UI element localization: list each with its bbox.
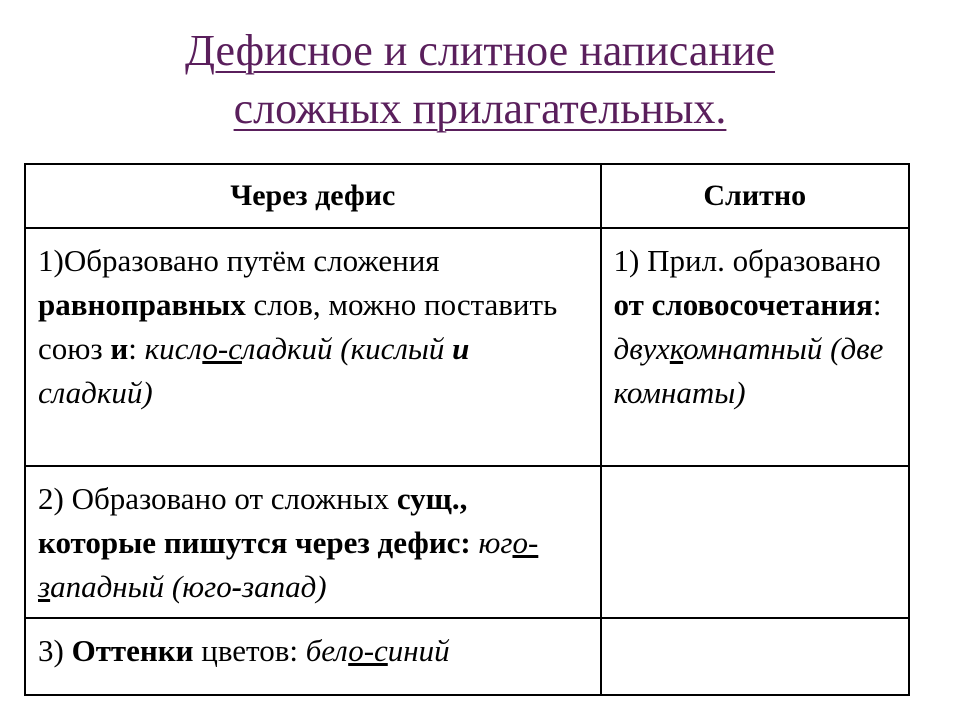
example-part: кисл bbox=[144, 331, 203, 366]
rule-1-hyphen-cell bbox=[25, 228, 601, 466]
header-solid: Слитно bbox=[601, 164, 909, 228]
text: 3) bbox=[38, 633, 72, 668]
example-part: ладкий bbox=[241, 331, 333, 366]
table-header-row bbox=[25, 164, 909, 228]
text: : bbox=[872, 287, 882, 322]
text: 1)Образовано путём сложения bbox=[38, 243, 440, 278]
text: 2) Образовано от сложных bbox=[38, 481, 397, 516]
rule-1-solid-cell bbox=[601, 228, 909, 466]
example-part: (кислый bbox=[340, 331, 453, 366]
text: 1) Прил. образовано bbox=[613, 243, 881, 278]
table-row bbox=[25, 228, 909, 466]
example-underlined-part: о-з bbox=[38, 525, 539, 604]
title-line-1: Дефисное и слитное написание bbox=[184, 26, 776, 75]
table-row bbox=[25, 618, 909, 695]
table-row bbox=[25, 466, 909, 618]
empty-cell-text bbox=[602, 467, 908, 485]
example-word bbox=[614, 331, 823, 366]
text bbox=[822, 331, 830, 366]
example-part: омнатный bbox=[683, 331, 823, 366]
example-part: иний bbox=[387, 633, 450, 668]
example-explanation: (две комнаты) bbox=[613, 331, 884, 410]
example-underlined-part: о-с bbox=[202, 331, 242, 366]
title-line-2: сложных прилагательных. bbox=[233, 84, 727, 133]
bold-text: Оттенки bbox=[71, 633, 194, 668]
rule-3-hyphen-cell bbox=[25, 618, 601, 695]
text bbox=[471, 525, 479, 560]
example-underlined-part: к bbox=[669, 331, 684, 366]
rules-table bbox=[24, 163, 910, 696]
rule-3-solid-cell bbox=[601, 618, 909, 695]
example-underlined-part: о-с bbox=[348, 633, 388, 668]
example-part: сладкий) bbox=[38, 375, 153, 410]
example-explanation bbox=[164, 569, 326, 604]
example-part: юг bbox=[478, 525, 513, 560]
example-part: ападный bbox=[50, 569, 165, 604]
rule-2-solid-cell bbox=[601, 466, 909, 618]
example-word bbox=[306, 633, 450, 668]
example-word bbox=[145, 331, 333, 366]
example-part: (юго bbox=[164, 569, 232, 604]
bold-text: и bbox=[452, 331, 470, 366]
example-part: двух bbox=[613, 331, 670, 366]
empty-cell-text bbox=[602, 619, 908, 637]
bold-text: равноправных bbox=[38, 287, 246, 322]
bold-text: и bbox=[110, 331, 129, 366]
bold-text: от словосочетания bbox=[613, 287, 873, 322]
bold-text: - bbox=[231, 569, 243, 604]
text: цветов: bbox=[193, 633, 306, 668]
header-hyphen: Через дефис bbox=[25, 164, 601, 228]
text: слов, можно поставить союз bbox=[38, 287, 558, 366]
rule-2-hyphen-cell bbox=[25, 466, 601, 618]
bold-text: сущ., которые пишутся через дефис: bbox=[38, 481, 471, 560]
text: : bbox=[128, 331, 145, 366]
example-part: бел bbox=[305, 633, 349, 668]
example-part: запад) bbox=[242, 569, 327, 604]
slide-title bbox=[0, 22, 960, 138]
